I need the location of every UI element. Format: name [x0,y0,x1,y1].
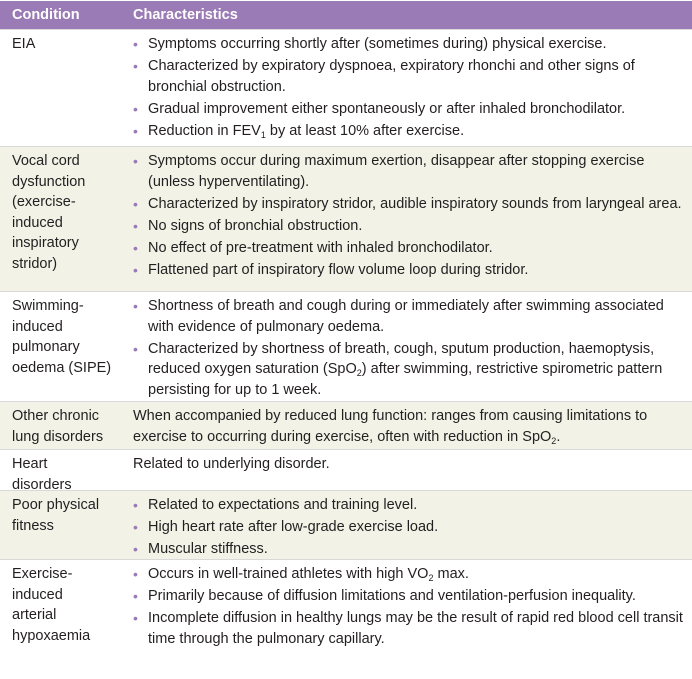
text-run: Symptoms occur during maximum exertion, disappear after stopping exercise (unless hyperventilating). [148,153,645,190]
text-run: When accompanied by reduced lung function: ranges from causing limitations to exercise to occurring during exercise, often with reduction in SpO [133,408,648,445]
list-item [133,238,686,259]
list-item [133,539,686,560]
characteristics-list [133,564,686,649]
table-header [0,1,692,29]
text-run: Characterized by shortness of breath, cough, sputum production, haemoptysis, reduced oxygen saturation (SpO [148,340,655,377]
subscript: 1 [260,129,266,140]
characteristics-cell [121,147,692,291]
list-item [133,56,686,97]
list-item [133,99,686,120]
characteristics-cell [121,491,692,559]
text-run: ) after swimming, restrictive spirometric pattern persisting for up to 1 week. [148,361,663,398]
text-run: Flattened part of inspiratory flow volume loop during stridor. [148,261,529,278]
bullet-icon: • [133,100,138,117]
table-row [0,401,692,449]
table-row [0,29,692,146]
characteristics-cell [121,30,692,146]
condition-cell: Other chronic lung disorders [12,408,104,445]
bullet-icon: • [133,566,138,582]
text-run: Muscular stiffness. [148,541,268,557]
bullet-icon: • [133,519,138,535]
list-item [133,339,686,401]
characteristics-cell [121,560,692,653]
bullet-icon: • [133,541,138,557]
bullet-icon: • [133,610,138,626]
list-item [133,194,686,215]
text-run: Symptoms occurring shortly after (sometimes during) physical exercise. [148,36,607,52]
condition-cell: Exercise- induced arterial hypoxaemia [12,566,91,644]
bullet-icon: • [133,340,138,357]
header-condition: Condition [12,7,80,23]
bullet-icon: • [133,217,138,234]
list-item [133,608,686,649]
text-run: Incomplete diffusion in healthy lungs may be the result of rapid red blood cell transit time through the pulmonary capillary. [148,610,683,647]
characteristics-list [133,495,686,560]
condition-cell: Vocal cord dysfunction (exercise- induced inspiratory stridor) [12,153,86,272]
list-item [133,151,686,192]
text-run: Primarily because of diffusion limitations and ventilation-perfusion inequality. [148,588,636,604]
text-run: max. [433,566,469,582]
bullet-icon: • [133,122,138,139]
text-run: Reduction in FEV [148,122,261,139]
text-run: No effect of pre-treatment with inhaled bronchodilator. [148,239,493,256]
bullet-icon: • [133,195,138,212]
condition-cell: Swimming- induced pulmonary oedema (SIPE) [12,298,112,376]
subscript: 2 [356,368,362,378]
text-run: Characterized by expiratory dyspnoea, expiratory rhonchi and other signs of bronchial obstruction. [148,58,635,95]
bullet-icon: • [133,497,138,513]
table-body [0,29,692,653]
table-row [0,291,692,401]
list-item [133,517,686,538]
table-row [0,559,692,653]
characteristics-list [133,34,686,141]
text-run: High heart rate after low-grade exercise load. [148,519,439,535]
bullet-icon: • [133,36,138,52]
characteristics-cell [121,402,692,449]
characteristics-list [133,296,686,400]
list-item [133,586,686,607]
text-run: Shortness of breath and cough during or immediately after swimming associated with evidence of pulmonary oedema. [148,298,664,335]
table-row [0,449,692,493]
text-run: Gradual improvement either spontaneously or after inhaled bronchodilator. [148,100,626,117]
list-item [133,260,686,281]
subscript: 2 [428,573,434,583]
bullet-icon: • [133,298,138,314]
bullet-icon: • [133,588,138,604]
text-run: No signs of bronchial obstruction. [148,217,363,234]
condition-cell: Heart disorders [12,456,72,493]
list-item [133,216,686,237]
characteristics-cell [121,450,692,490]
list-item [133,495,686,516]
list-item [133,296,686,337]
condition-cell: EIA [12,36,36,52]
subscript: 2 [551,435,557,446]
characteristics-cell [121,292,692,401]
bullet-icon: • [133,58,138,74]
text-run: Related to expectations and training level. [148,497,418,513]
table-row [0,490,692,559]
text-run: Related to underlying disorder. [133,456,330,472]
text-run: . [556,428,561,445]
characteristics-list [133,151,686,280]
text-run: Occurs in well-trained athletes with high VO [148,566,429,582]
list-item [133,121,686,142]
table-row [0,146,692,291]
bullet-icon: • [133,261,138,278]
bullet-icon: • [133,239,138,256]
text-run: Characterized by inspiratory stridor, audible inspiratory sounds from laryngeal area. [148,195,682,212]
text-run: by at least 10% after exercise. [265,122,465,139]
bullet-icon: • [133,153,138,169]
header-characteristics: Characteristics [133,7,238,23]
condition-cell: Poor physical fitness [12,497,100,534]
list-item [133,34,686,55]
list-item [133,564,686,585]
